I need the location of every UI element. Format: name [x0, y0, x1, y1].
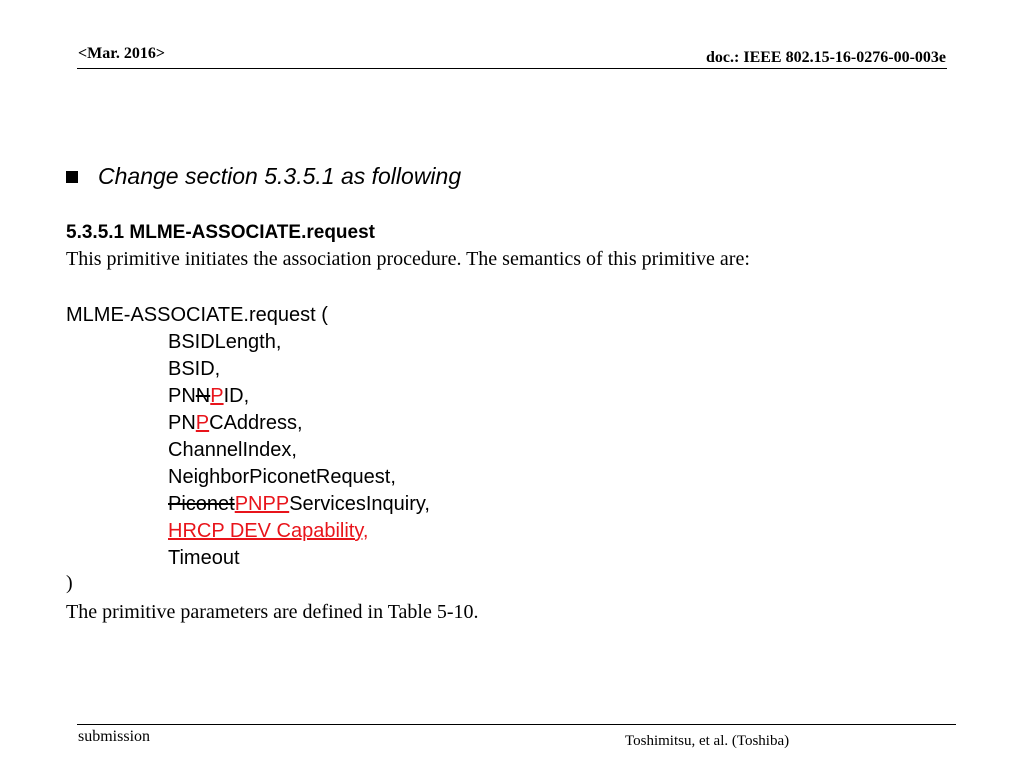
param-pnpc-prefix: PN	[168, 412, 196, 434]
param-services-insertion: PNPP	[234, 493, 290, 515]
param-bsid: BSID,	[168, 358, 221, 380]
param-hrcp-insertion: HRCP DEV Capability,	[168, 520, 369, 542]
closing-text: The primitive parameters are defined in Table 5-10.	[66, 601, 479, 623]
footer-divider	[77, 724, 956, 725]
header-date: <Mar. 2016>	[78, 45, 165, 62]
primitive-close: )	[66, 572, 73, 594]
instruction-bullet	[66, 163, 461, 190]
square-bullet-icon	[66, 171, 78, 183]
param-timeout: Timeout	[168, 547, 240, 569]
param-pnpid-insertion: P	[210, 385, 224, 407]
footer-submission: submission	[78, 728, 151, 745]
param-pnpid	[66, 383, 430, 410]
primitive-signature	[66, 302, 430, 572]
section-intro: This primitive initiates the association procedure. The semantics of this primitive are:	[66, 248, 750, 270]
param-hrcp-dev-capability	[66, 518, 430, 545]
param-pnpc-suffix: CAddress,	[209, 412, 303, 434]
instruction-text: Change section 5.3.5.1 as following	[98, 163, 462, 189]
footer-authors: Toshimitsu, et al. (Toshiba)	[625, 733, 790, 749]
header-divider	[77, 68, 947, 69]
section-heading: 5.3.5.1 MLME-ASSOCIATE.request	[66, 222, 375, 243]
param-neighbor-piconet-request: NeighborPiconetRequest,	[168, 466, 396, 488]
param-pnpid-suffix: ID,	[223, 385, 250, 407]
param-services-inquiry	[66, 491, 430, 518]
param-pnpid-deletion: N	[195, 385, 211, 407]
param-pnpc-insertion: P	[195, 412, 210, 434]
header-doc-id: doc.: IEEE 802.15-16-0276-00-003e	[706, 49, 946, 66]
param-channel-index: ChannelIndex,	[168, 439, 297, 461]
param-pnpid-prefix: PN	[168, 385, 196, 407]
primitive-open: MLME-ASSOCIATE.request (	[66, 304, 328, 326]
param-services-suffix: ServicesInquiry,	[289, 493, 430, 515]
param-services-deletion: Piconet	[168, 493, 235, 515]
param-pnpc-address	[66, 410, 430, 437]
param-bsid-length: BSIDLength,	[168, 331, 282, 353]
